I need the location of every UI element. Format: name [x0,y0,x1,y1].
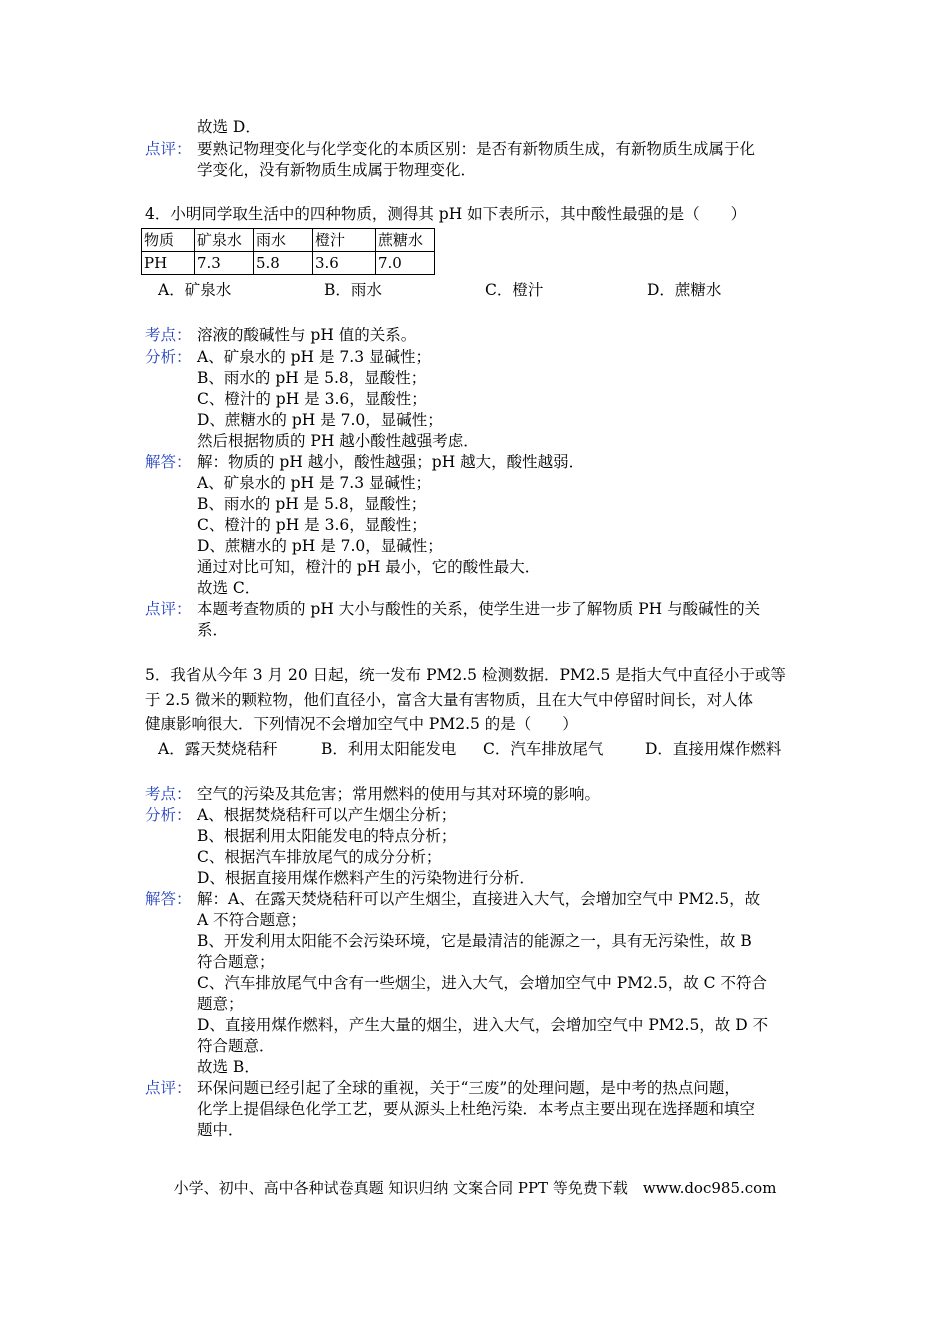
q5-jieda-line: 题意； [197,995,244,1013]
q5-option-d: D．直接用煤作燃料 [645,740,782,758]
q4-option-a: A．矿泉水 [158,281,232,299]
q5-dianping-line: 题中． [197,1121,244,1139]
q4-fenxi-label: 分析： [145,348,192,366]
q5-option-c: C．汽车排放尾气 [483,740,604,758]
q5-dianping-label: 点评： [145,1079,192,1097]
q5-jieda-label: 解答： [145,890,192,908]
footer-text: 小学、初中、高中各种试卷真题 知识归纳 文案合同 PPT 等免费下载 www.doc985.com [173,1179,777,1197]
q4-jieda-line: 通过对比可知，橙汁的 pH 最小，它的酸性最大． [197,558,541,576]
q4-jieda-label: 解答： [145,453,192,471]
q5-jieda-line: D、直接用煤作燃料，产生大量的烟尘，进入大气，会增加空气中 PM2.5，故 D 不 [197,1016,769,1034]
q5-fenxi-line: C、根据汽车排放尾气的成分分析； [197,848,442,866]
table-cell: 5.8 [254,252,313,275]
q4-jieda-line: 故选 C． [197,579,261,597]
q5-kaodian: 空气的污染及其危害；常用燃料的使用与其对环境的影响。 [197,785,601,803]
q4-dianping-label: 点评： [145,600,192,618]
q5-stem-line: 5．我省从今年 3 月 20 日起，统一发布 PM2.5 检测数据．PM2.5 是指大气中直径小于或等 [145,666,786,684]
table-cell: 橙汁 [313,229,376,252]
q4-fenxi-line: D、蔗糖水的 pH 是 7.0，显碱性； [197,411,443,429]
q5-option-a: A．露天焚烧秸秆 [158,740,278,758]
review-line-1: 要熟记物理变化与化学变化的本质区别：是否有新物质生成，有新物质生成属于化 [197,140,756,158]
table-row [142,252,435,275]
q5-fenxi-line: A、根据焚烧秸秆可以产生烟尘分析； [197,806,457,824]
q5-dianping-line: 环保问题已经引起了全球的重视，关于“三废”的处理问题，是中考的热点问题， [197,1079,740,1097]
table-cell: 7.0 [376,252,435,275]
q5-dianping-line: 化学上提倡绿色化学工艺，要从源头上杜绝污染．本考点主要出现在选择题和填空 [197,1100,756,1118]
table-cell: 蔗糖水 [376,229,435,252]
q4-kaodian: 溶液的酸碱性与 pH 值的关系。 [197,326,417,344]
table-cell: 物质 [142,229,195,252]
review-line-2: 学变化，没有新物质生成属于物理变化． [197,161,477,179]
q4-fenxi-line: C、橙汁的 pH 是 3.6，显酸性； [197,390,427,408]
q4-fenxi-line: A、矿泉水的 pH 是 7.3 显碱性； [197,348,431,366]
q4-jieda-line: C、橙汁的 pH 是 3.6，显酸性； [197,516,427,534]
q5-jieda-line: 解：A、在露天焚烧秸秆可以产生烟尘，直接进入大气，会增加空气中 PM2.5，故 [197,890,761,908]
review-label: 点评： [145,140,192,158]
ph-table [141,228,435,275]
q4-jieda-line: D、蔗糖水的 pH 是 7.0，显碱性； [197,537,443,555]
q4-jieda-line: A、矿泉水的 pH 是 7.3 显碱性； [197,474,431,492]
q5-kaodian-label: 考点： [145,785,192,803]
q4-stem: 4．小明同学取生活中的四种物质，测得其 pH 如下表所示，其中酸性最强的是（ ） [145,205,747,223]
q4-kaodian-label: 考点： [145,326,192,344]
q5-jieda-line: 故选 B． [197,1058,260,1076]
table-cell: 7.3 [195,252,254,275]
table-cell: 3.6 [313,252,376,275]
q5-jieda-line: 符合题意； [197,953,275,971]
q4-option-c: C．橙汁 [485,281,544,299]
q5-jieda-line: B、开发利用太阳能不会污染环境，它是最清洁的能源之一，具有无污染性，故 B [197,932,752,950]
q5-jieda-line: A 不符合题意； [197,911,307,929]
q5-fenxi-line: D、根据直接用煤作燃料产生的污染物进行分析． [197,869,535,887]
q4-jieda-line: 解：物质的 pH 越小，酸性越强；pH 越大，酸性越弱． [197,453,585,471]
q5-fenxi-line: B、根据利用太阳能发电的特点分析； [197,827,457,845]
q5-fenxi-label: 分析： [145,806,192,824]
q4-fenxi-line: 然后根据物质的 PH 越小酸性越强考虑． [197,432,479,450]
q4-dianping-line: 系． [197,621,229,639]
q4-fenxi-line: B、雨水的 pH 是 5.8，显酸性； [197,369,427,387]
table-cell: PH [142,252,195,275]
q4-option-b: B．雨水 [324,281,382,299]
q4-dianping-line: 本题考查物质的 pH 大小与酸性的关系，使学生进一步了解物质 PH 与酸碱性的关 [197,600,761,618]
q5-stem-line: 健康影响很大．下列情况不会增加空气中 PM2.5 的是（ ） [145,715,578,733]
q5-stem-line: 于 2.5 微米的颗粒物，他们直径小，富含大量有害物质，且在大气中停留时间长，对人体 [145,691,754,709]
table-row [142,229,435,252]
q5-jieda-line: C、汽车排放尾气中含有一些烟尘，进入大气，会增加空气中 PM2.5，故 C 不符合 [197,974,767,992]
q4-jieda-line: B、雨水的 pH 是 5.8，显酸性； [197,495,427,513]
q5-option-b: B．利用太阳能发电 [321,740,457,758]
q4-option-d: D．蔗糖水 [647,281,722,299]
answer-select-d: 故选 D． [197,118,261,136]
q5-jieda-line: 符合题意． [197,1037,275,1055]
table-cell: 矿泉水 [195,229,254,252]
table-cell: 雨水 [254,229,313,252]
